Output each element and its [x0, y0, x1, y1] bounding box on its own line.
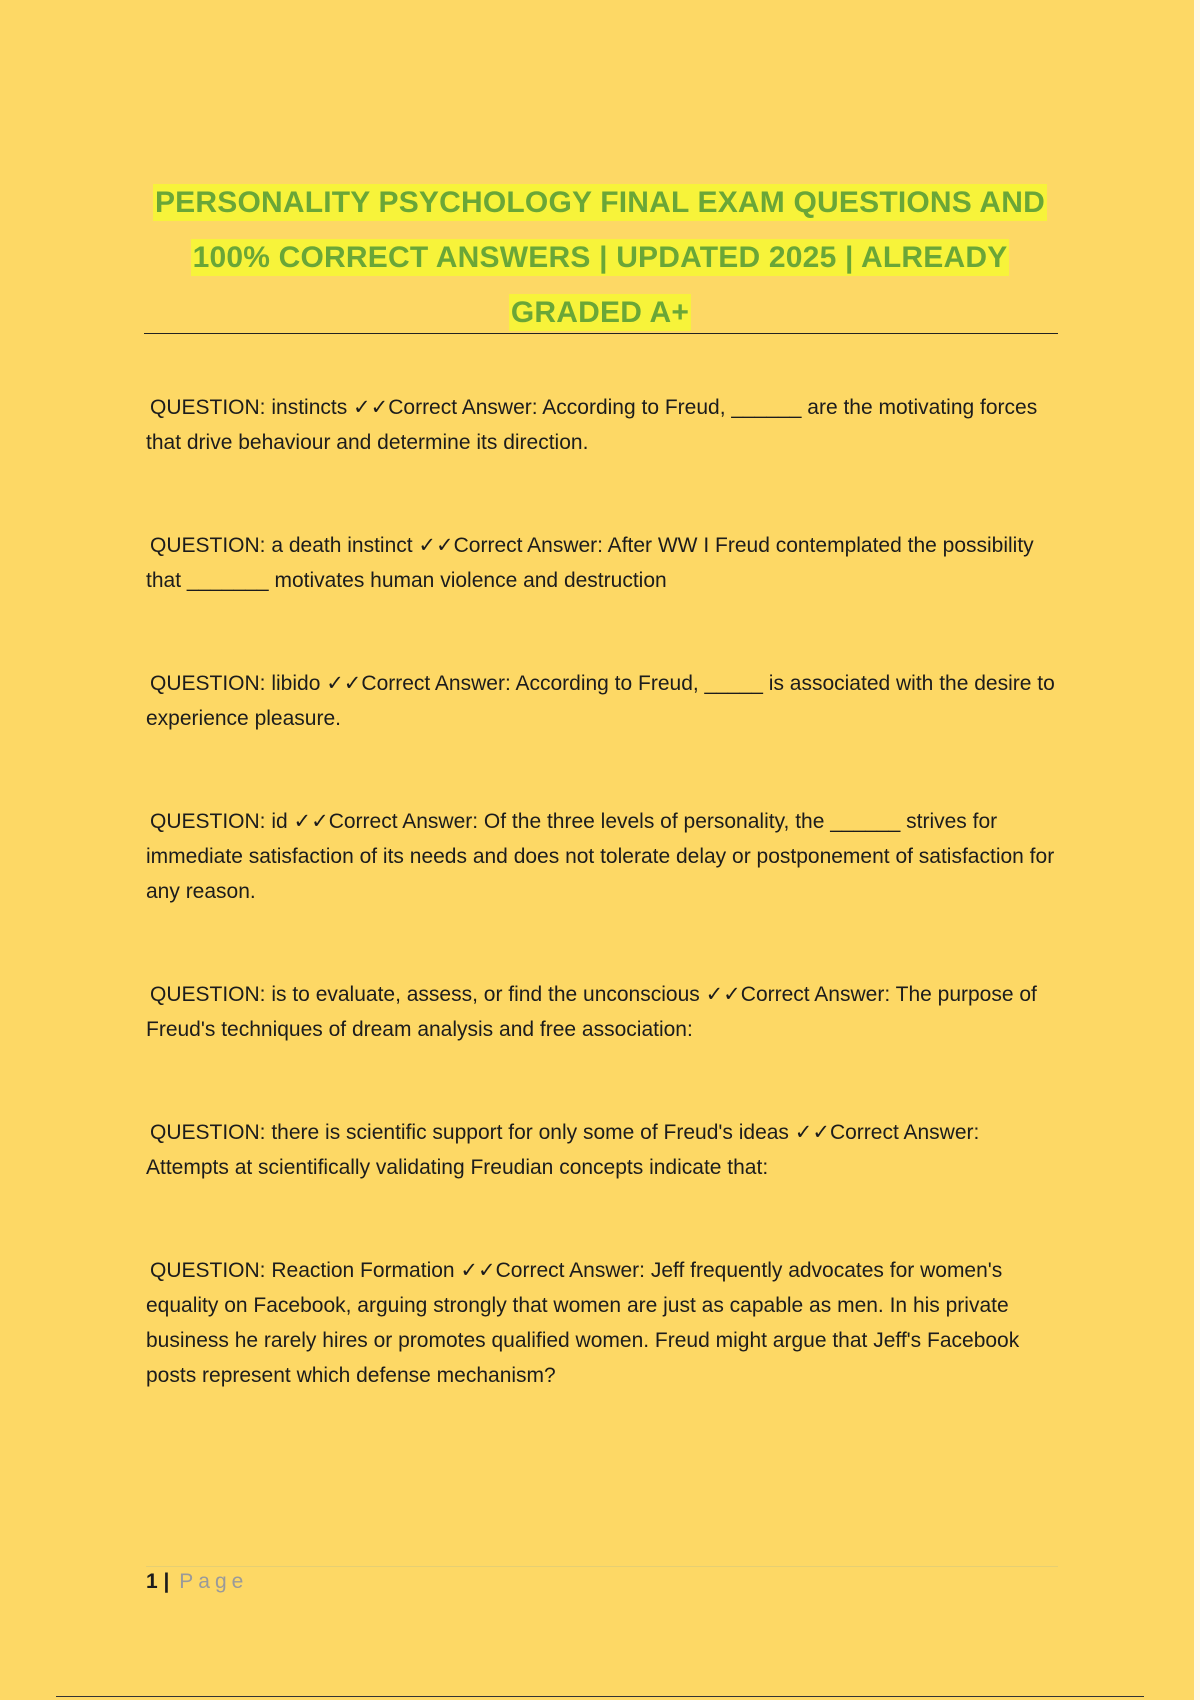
title-line-3: GRADED A+ [510, 296, 690, 329]
title-divider [144, 333, 1058, 334]
page-footer [146, 1570, 248, 1594]
question-item-7: QUESTION: Reaction Formation ✓✓Correct Answer: Jeff frequently advocates for women's equality on Facebook, arguing strongly that women are just as capable as men. In his private business he rarely hires or promotes qualified women. Freud might argue that Jeff's Facebook posts represent which defense mechanism? [146, 1259, 1020, 1387]
title-line-1: PERSONALITY PSYCHOLOGY FINAL EXAM QUESTIONS AND [154, 186, 1046, 219]
footer-divider [146, 1566, 1058, 1567]
page-edge [1194, 0, 1200, 1700]
document-title [140, 178, 1060, 343]
question-item-3: QUESTION: libido ✓✓Correct Answer: According to Freud, _____ is associated with the desire to experience pleasure. [146, 672, 1055, 730]
question-item-6: QUESTION: there is scientific support for only some of Freud's ideas ✓✓Correct Answer: Attempts at scientifically validating Freudian concepts indicate that: [146, 1121, 980, 1179]
bottom-divider [56, 1696, 1144, 1697]
question-item-1: QUESTION: instincts ✓✓Correct Answer: According to Freud, ______ are the motivating forces that drive behaviour and determine its direction. [146, 396, 1038, 454]
page-number: 1 [146, 1570, 158, 1593]
page-label: Page [179, 1570, 249, 1593]
question-list [146, 390, 1058, 1393]
footer-separator: | [163, 1570, 170, 1593]
question-item-5: QUESTION: is to evaluate, assess, or find the unconscious ✓✓Correct Answer: The purpose of Freud's techniques of dream analysis and free association: [146, 983, 1037, 1041]
question-item-4: QUESTION: id ✓✓Correct Answer: Of the three levels of personality, the ______ strives for immediate satisfaction of its needs and does not tolerate delay or postponement of satisfaction for any reason. [146, 810, 1055, 903]
question-item-2: QUESTION: a death instinct ✓✓Correct Answer: After WW I Freud contemplated the possibility that _______ motivates human violence and destruction [146, 534, 1034, 592]
title-line-2: 100% CORRECT ANSWERS | UPDATED 2025 | ALREADY [192, 241, 1008, 274]
